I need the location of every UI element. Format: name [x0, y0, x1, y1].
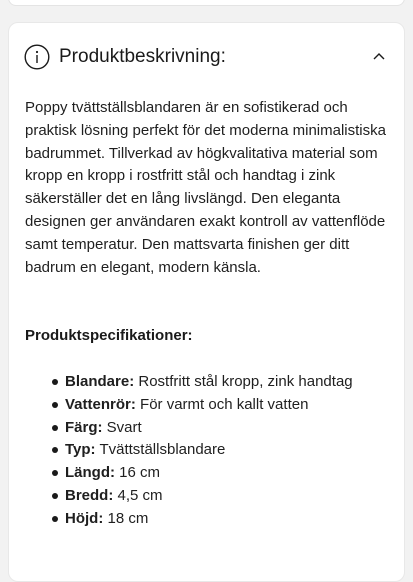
spec-label: Färg:	[65, 418, 103, 436]
bullet-icon	[52, 516, 58, 522]
spec-value: Tvättställsblandare	[95, 441, 226, 459]
bullet-icon	[52, 379, 58, 385]
info-circle-icon	[24, 44, 50, 70]
previous-section-card	[8, 0, 405, 6]
specifications-heading: Produktspecifikationer:	[25, 327, 193, 344]
spec-label: Längd:	[65, 464, 115, 482]
spec-value: Rostfritt stål kropp, zink handtag	[134, 373, 353, 390]
spec-value: 16 cm	[115, 464, 161, 482]
spec-value: 18 cm	[103, 509, 149, 527]
spec-value: För varmt och kallt vatten	[135, 395, 309, 413]
spec-label: Typ:	[65, 441, 96, 459]
spec-label: Bredd:	[65, 486, 114, 504]
section-title: Produktbeskrivning:	[59, 46, 226, 67]
bullet-icon	[52, 402, 58, 408]
accordion-header[interactable]	[9, 23, 404, 91]
product-description-text: Poppy tvättställsblandaren är en sofistikerad och praktisk lösning perfekt för det moderna minimalistiska badrummet. Tillverkad av högkvalitativa material som kropp en kropp i rostfritt stål och handtag i zink säkerställer det en lång livslängd. Den eleganta designen ger användaren exakt kontroll av vattenflöde samt temperatur. Den mattsvarta finishen ger ditt badrum en elegant, modern känsla.	[25, 99, 386, 276]
bullet-icon	[52, 470, 58, 476]
spec-item-hojd	[25, 508, 385, 531]
spec-label: Vattenrör:	[65, 395, 136, 413]
product-description-accordion	[8, 22, 405, 582]
bullet-icon	[52, 447, 58, 453]
spec-item-vattenror	[25, 394, 385, 417]
bullet-icon	[52, 425, 58, 431]
spec-item-typ	[25, 439, 385, 462]
spec-item-langd	[25, 462, 385, 485]
spec-value: 4,5 cm	[113, 486, 163, 504]
specifications-list	[25, 371, 385, 531]
spec-item-farg	[25, 417, 385, 440]
spec-label: Blandare:	[65, 373, 135, 390]
chevron-up-icon[interactable]	[372, 51, 386, 61]
spec-value: Svart	[102, 418, 142, 436]
bullet-icon	[52, 493, 58, 499]
spec-label: Höjd:	[65, 509, 104, 527]
spec-item-bredd	[25, 485, 385, 508]
spec-item-blandare	[25, 371, 385, 394]
